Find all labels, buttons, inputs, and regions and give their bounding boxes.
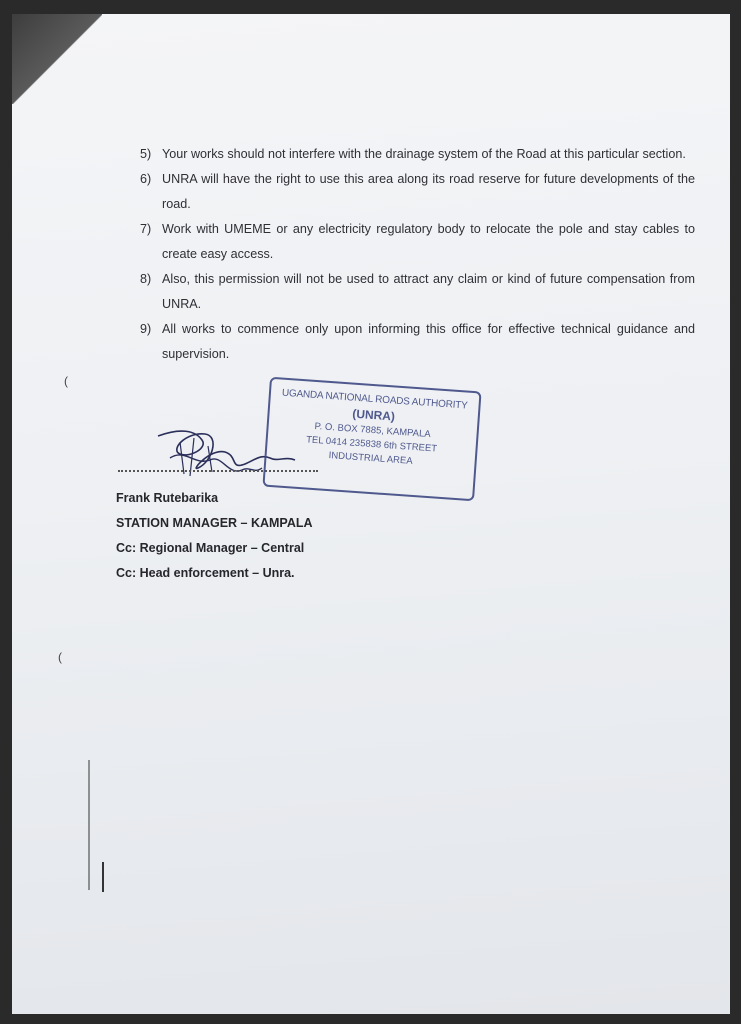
stamp-abbreviation: (UNRA) (351, 406, 396, 424)
clause-number: 5) (140, 147, 152, 161)
clause-text: Also, this permission will not be used to attract any claim or kind of future compensation from UNRA. (162, 272, 695, 311)
stamp-telephone: TEL 0414 235838 6th STREET (305, 434, 438, 455)
clause-text: All works to commence only upon informing this office for effective technical guidance and supervision. (162, 322, 695, 361)
clause-5 (140, 142, 695, 167)
cc-regional-manager: Cc: Regional Manager – Central (116, 541, 305, 555)
clause-9 (140, 317, 695, 367)
cc-head-enforcement: Cc: Head enforcement – Unra. (116, 566, 295, 580)
clause-text: Your works should not interfere with the drainage system of the Road at this particular section. (162, 147, 686, 161)
clause-number: 7) (140, 222, 152, 236)
stamp-po-box: P. O. BOX 7885, KAMPALA (314, 420, 432, 441)
signatory-block (116, 486, 313, 586)
stamp-authority-name: UGANDA NATIONAL ROADS AUTHORITY (281, 387, 468, 412)
conditions-list (140, 142, 695, 367)
clause-7 (140, 217, 695, 267)
signatory-title: STATION MANAGER – KAMPALA (116, 516, 313, 530)
clause-number: 6) (140, 172, 152, 186)
clause-number: 9) (140, 322, 152, 336)
clause-text: Work with UMEME or any electricity regulatory body to relocate the pole and stay cables to create easy access. (162, 222, 695, 261)
bleed-through-line (102, 862, 104, 892)
bleed-through-line (88, 760, 90, 890)
margin-mark: ( (64, 374, 68, 388)
clause-text: UNRA will have the right to use this area along its road reserve for future developments of the road. (162, 172, 695, 211)
signatory-name: Frank Rutebarika (116, 491, 219, 505)
clause-6 (140, 167, 695, 217)
clause-8 (140, 267, 695, 317)
unra-official-stamp (262, 377, 481, 502)
clause-number: 8) (140, 272, 152, 286)
folded-corner (12, 14, 102, 104)
stamp-area: INDUSTRIAL AREA (328, 450, 413, 467)
margin-mark: ( (58, 650, 62, 664)
